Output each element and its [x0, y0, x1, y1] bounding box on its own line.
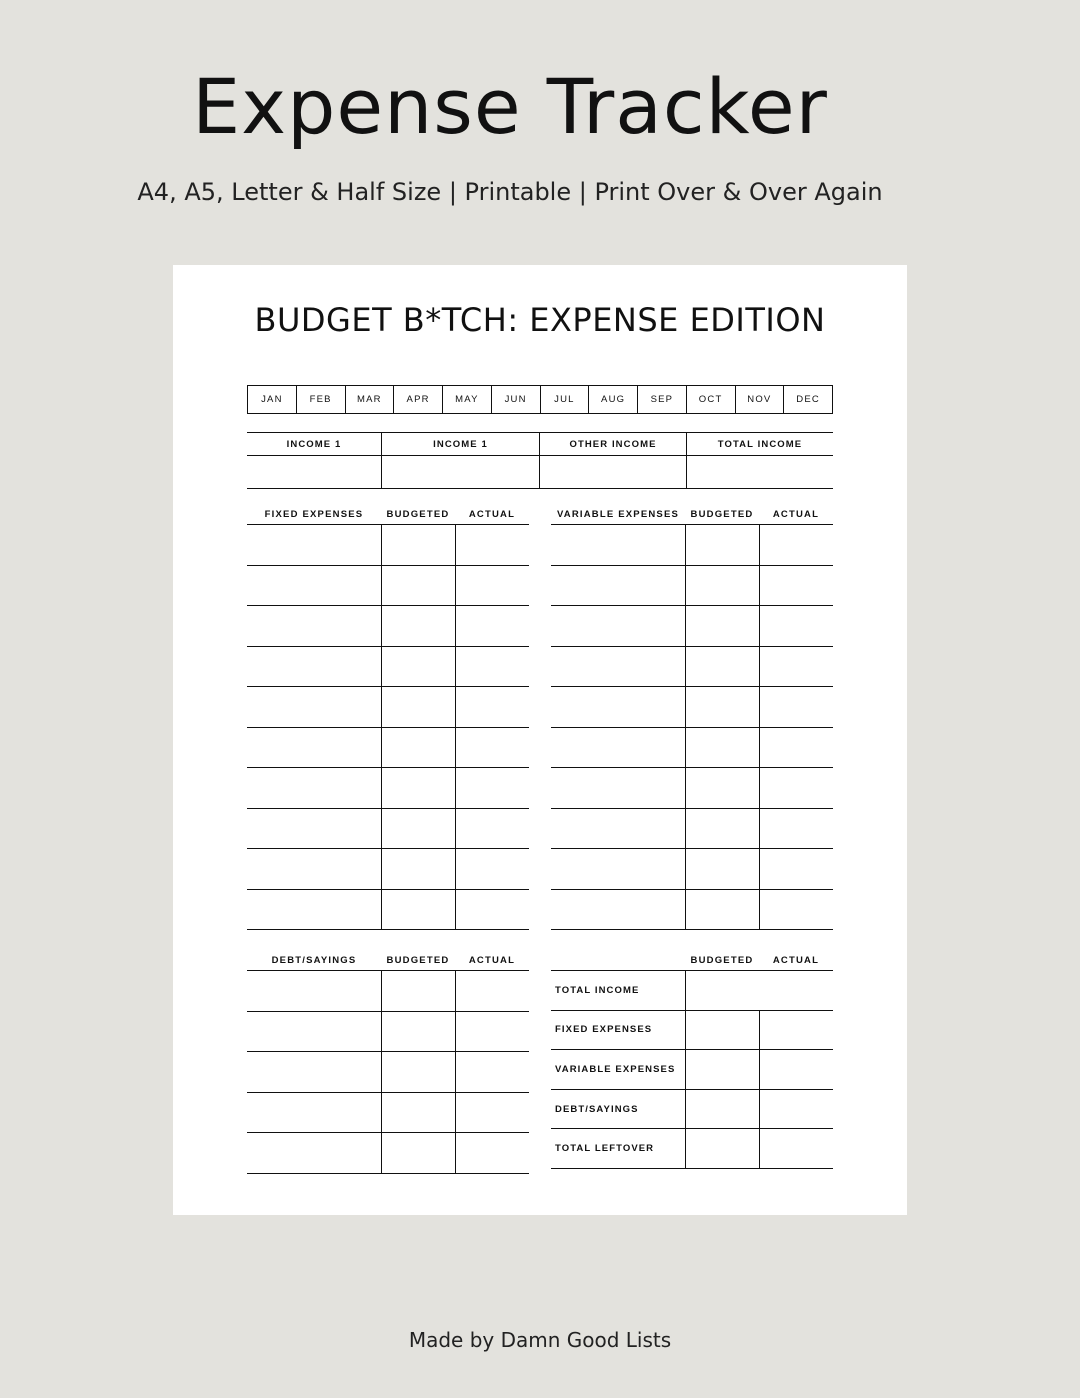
- table-cell[interactable]: [455, 971, 529, 1011]
- table-row: [551, 768, 833, 809]
- table-row: [247, 687, 529, 728]
- table-body: [247, 971, 529, 1174]
- table-cell[interactable]: [247, 971, 381, 1011]
- table-row: [247, 647, 529, 688]
- summary-row: [551, 1129, 833, 1169]
- table-cell[interactable]: [381, 1052, 455, 1092]
- table-cell[interactable]: [381, 768, 455, 808]
- table-cell[interactable]: [759, 687, 833, 727]
- column-header: ACTUAL: [772, 509, 820, 520]
- income-header-row: [247, 432, 833, 456]
- month-cell[interactable]: NOV: [735, 386, 784, 413]
- summary-cell[interactable]: [685, 1090, 759, 1129]
- table-cell[interactable]: [685, 809, 759, 849]
- table-cell[interactable]: [551, 890, 685, 930]
- table-cell[interactable]: [759, 768, 833, 808]
- table-cell[interactable]: [759, 809, 833, 849]
- column-header: [551, 951, 685, 970]
- table-cell[interactable]: [551, 768, 685, 808]
- table-row: [551, 849, 833, 890]
- column-header: BUDGETED: [386, 955, 450, 966]
- table-cell[interactable]: [759, 728, 833, 768]
- table-cell[interactable]: [247, 687, 381, 727]
- summary-cell[interactable]: [759, 1090, 833, 1129]
- table-body: [247, 525, 529, 930]
- table-cell[interactable]: [685, 849, 759, 889]
- table-row: [247, 1052, 529, 1093]
- table-header: [551, 951, 833, 971]
- page-title: Expense Tracker: [192, 62, 828, 151]
- table-cell[interactable]: [759, 566, 833, 606]
- table-cell[interactable]: [381, 1012, 455, 1052]
- table-cell[interactable]: [381, 890, 455, 930]
- table-cell[interactable]: [247, 1012, 381, 1052]
- table-cell[interactable]: [381, 566, 455, 606]
- summary-cell[interactable]: [759, 1011, 833, 1050]
- sheet-title: BUDGET B*TCH: EXPENSE EDITION: [254, 301, 826, 339]
- table-cell[interactable]: [247, 647, 381, 687]
- table-row: [551, 890, 833, 931]
- table-cell[interactable]: [381, 687, 455, 727]
- income-entry-row: [247, 456, 833, 489]
- table-cell[interactable]: [759, 890, 833, 930]
- table-cell[interactable]: [247, 606, 381, 646]
- income-header: INCOME 1: [381, 433, 539, 455]
- summary-cell[interactable]: [685, 1011, 759, 1050]
- table-cell[interactable]: [685, 687, 759, 727]
- table-row: [551, 566, 833, 607]
- table-cell[interactable]: [381, 809, 455, 849]
- table-cell[interactable]: [455, 606, 529, 646]
- table-header: [551, 505, 833, 525]
- table-cell[interactable]: [685, 606, 759, 646]
- month-cell[interactable]: MAR: [345, 386, 394, 413]
- table-cell[interactable]: [381, 971, 455, 1011]
- table-row: [551, 606, 833, 647]
- table-row: [247, 849, 529, 890]
- month-cell[interactable]: JUN: [491, 386, 540, 413]
- table-cell[interactable]: [685, 768, 759, 808]
- month-cell[interactable]: APR: [393, 386, 442, 413]
- table-cell[interactable]: [455, 687, 529, 727]
- column-header: FIXED EXPENSES: [264, 509, 364, 520]
- table-cell[interactable]: [381, 1133, 455, 1173]
- table-cell[interactable]: [381, 647, 455, 687]
- table-cell[interactable]: [381, 728, 455, 768]
- month-selector: [247, 385, 833, 414]
- summary-cell[interactable]: [759, 1050, 833, 1089]
- table-cell[interactable]: [247, 1093, 381, 1133]
- table-cell[interactable]: [551, 849, 685, 889]
- income-table: [247, 432, 833, 489]
- table-cell[interactable]: [759, 525, 833, 565]
- table-cell[interactable]: [455, 566, 529, 606]
- table-header: [247, 505, 529, 525]
- table-cell[interactable]: [455, 728, 529, 768]
- income-header: INCOME 1: [286, 438, 342, 450]
- column-header: BUDGETED: [690, 955, 754, 966]
- table-row: [247, 525, 529, 566]
- table-cell[interactable]: [247, 849, 381, 889]
- month-cell[interactable]: SEP: [637, 386, 686, 413]
- table-cell[interactable]: [551, 525, 685, 565]
- summary-label: TOTAL INCOME: [555, 984, 640, 996]
- table-row: [551, 525, 833, 566]
- table-cell[interactable]: [685, 890, 759, 930]
- summary-row: [551, 1011, 833, 1051]
- table-row: [247, 768, 529, 809]
- table-row: [551, 647, 833, 688]
- summary-cell[interactable]: [759, 1129, 833, 1168]
- table-cell[interactable]: [759, 606, 833, 646]
- table-cell[interactable]: [759, 849, 833, 889]
- table-row: [551, 809, 833, 850]
- budget-sheet: [173, 265, 907, 1215]
- table-cell[interactable]: [247, 1052, 381, 1092]
- table-row: [551, 728, 833, 769]
- income-field[interactable]: [539, 456, 686, 488]
- month-cell[interactable]: OCT: [686, 386, 735, 413]
- column-header: BUDGETED: [690, 509, 754, 520]
- table-cell[interactable]: [247, 1133, 381, 1173]
- table-cell[interactable]: [685, 566, 759, 606]
- table-cell[interactable]: [551, 687, 685, 727]
- table-cell[interactable]: [551, 566, 685, 606]
- table-cell[interactable]: [455, 809, 529, 849]
- column-header: BUDGETED: [386, 509, 450, 520]
- month-cell[interactable]: AUG: [588, 386, 637, 413]
- table-row: [247, 809, 529, 850]
- month-cell[interactable]: JUL: [540, 386, 589, 413]
- table-cell[interactable]: [381, 1093, 455, 1133]
- summary-label: VARIABLE EXPENSES: [555, 1063, 676, 1075]
- table-row: [247, 566, 529, 607]
- table-cell[interactable]: [551, 809, 685, 849]
- table-cell[interactable]: [455, 1012, 529, 1052]
- table-row: [247, 1133, 529, 1174]
- table-cell[interactable]: [685, 728, 759, 768]
- table-cell[interactable]: [247, 566, 381, 606]
- table-cell[interactable]: [455, 1093, 529, 1133]
- column-header: ACTUAL: [468, 955, 516, 966]
- table-cell[interactable]: [381, 849, 455, 889]
- summary-cell[interactable]: [685, 1050, 759, 1089]
- summary-row: [551, 1090, 833, 1130]
- table-cell[interactable]: [247, 768, 381, 808]
- column-header: DEBT/SAYINGS: [271, 955, 357, 966]
- page-subtitle: A4, A5, Letter & Half Size | Printable | Print Over & Over Again: [137, 178, 883, 206]
- table-cell[interactable]: [381, 525, 455, 565]
- table-cell[interactable]: [247, 728, 381, 768]
- table-row: [247, 971, 529, 1012]
- table-cell[interactable]: [455, 849, 529, 889]
- column-header: VARIABLE EXPENSES: [556, 509, 680, 520]
- table-cell[interactable]: [247, 525, 381, 565]
- income-field[interactable]: [247, 456, 381, 488]
- table-row: [247, 1093, 529, 1134]
- table-body: [551, 525, 833, 930]
- debt-savings-table: [247, 951, 529, 1174]
- income-field[interactable]: [686, 456, 833, 488]
- footer-credit: Made by Damn Good Lists: [408, 1328, 672, 1352]
- table-cell[interactable]: [551, 647, 685, 687]
- income-header: TOTAL INCOME: [686, 433, 833, 455]
- table-row: [247, 728, 529, 769]
- summary-table: [551, 951, 833, 1169]
- table-cell[interactable]: [685, 525, 759, 565]
- month-cell[interactable]: FEB: [296, 386, 345, 413]
- summary-label: TOTAL LEFTOVER: [555, 1143, 655, 1155]
- month-cell[interactable]: JAN: [261, 394, 283, 405]
- table-row: [247, 1012, 529, 1053]
- income-header: OTHER INCOME: [539, 433, 686, 455]
- summary-cell[interactable]: [685, 971, 833, 1010]
- summary-cell[interactable]: [685, 1129, 759, 1168]
- table-cell[interactable]: [455, 890, 529, 930]
- summary-label: DEBT/SAYINGS: [555, 1103, 639, 1115]
- table-cell[interactable]: [455, 1052, 529, 1092]
- table-cell[interactable]: [551, 606, 685, 646]
- table-row: [247, 890, 529, 931]
- table-cell[interactable]: [455, 647, 529, 687]
- table-cell[interactable]: [455, 768, 529, 808]
- table-cell[interactable]: [455, 1133, 529, 1173]
- summary-label: FIXED EXPENSES: [555, 1024, 653, 1036]
- table-row: [551, 687, 833, 728]
- column-header: ACTUAL: [772, 955, 820, 966]
- table-cell[interactable]: [247, 890, 381, 930]
- variable-expenses-table: [551, 505, 833, 930]
- table-cell[interactable]: [759, 647, 833, 687]
- month-cell[interactable]: DEC: [783, 386, 832, 413]
- month-cell[interactable]: MAY: [442, 386, 491, 413]
- table-cell[interactable]: [455, 525, 529, 565]
- table-cell[interactable]: [381, 606, 455, 646]
- table-cell[interactable]: [247, 809, 381, 849]
- column-header: ACTUAL: [468, 509, 516, 520]
- table-row: [247, 606, 529, 647]
- summary-row: [551, 1050, 833, 1090]
- income-field[interactable]: [381, 456, 539, 488]
- fixed-expenses-table: [247, 505, 529, 930]
- table-header: [247, 951, 529, 971]
- table-cell[interactable]: [685, 647, 759, 687]
- summary-row: [551, 971, 833, 1011]
- table-cell[interactable]: [551, 728, 685, 768]
